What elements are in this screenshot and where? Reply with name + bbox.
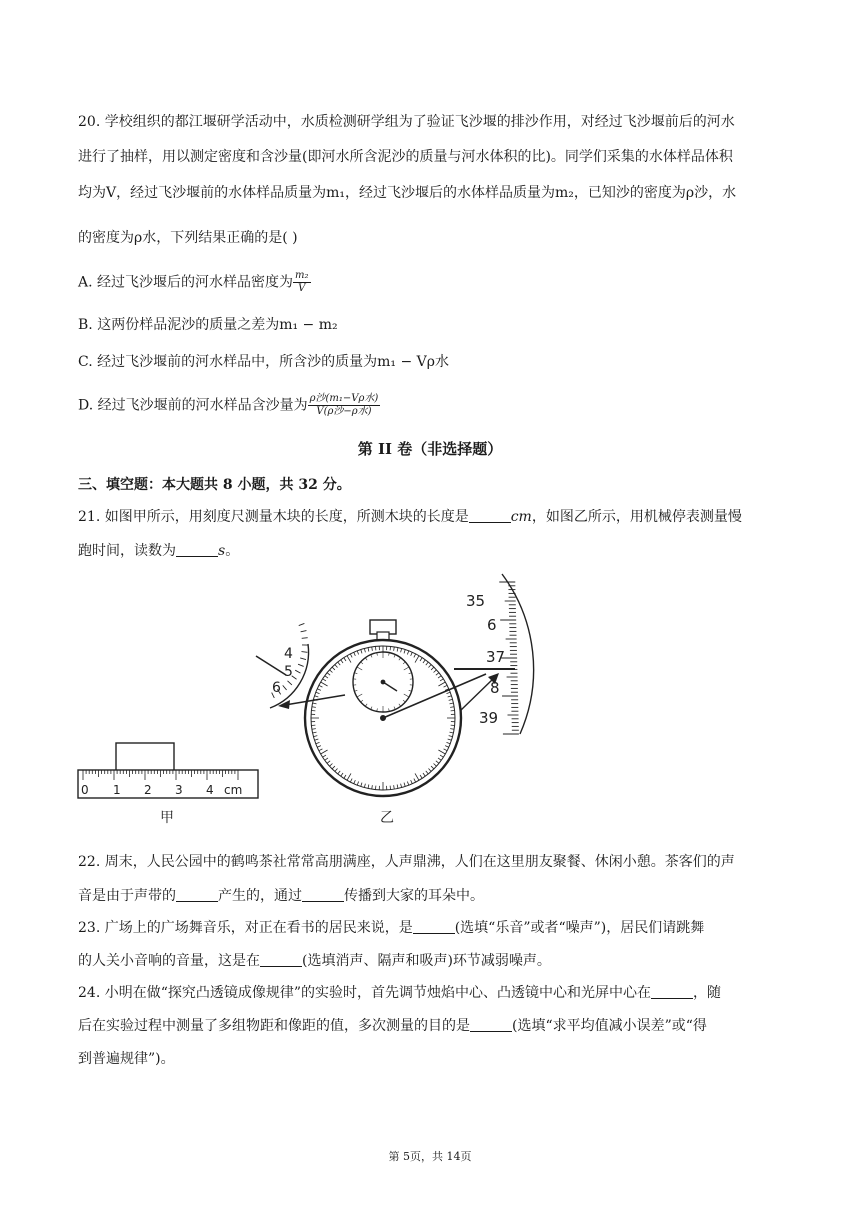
left-zoom-tick <box>301 652 307 653</box>
q22-text-b: 产生的，通过 <box>218 888 302 904</box>
right-zoom-label-39: 39 <box>479 709 499 727</box>
q20-option-a-text: A. 经过飞沙堰后的河水样品密度为 <box>78 274 294 291</box>
ruler-label-3: 3 <box>175 783 183 797</box>
part2-title: 第 II 卷（非选择题） <box>357 440 503 458</box>
answer-blank <box>302 887 344 902</box>
answer-blank <box>413 919 455 934</box>
ruler-unit: cm <box>224 783 243 797</box>
q21-line2 <box>78 541 783 561</box>
fraction-denominator: V(ρ沙−ρ水) <box>316 406 372 417</box>
second-hand-pivot <box>380 715 386 721</box>
left-zoom-label-4: 4 <box>284 646 293 662</box>
q21-line1 <box>78 507 783 527</box>
right-zoom-label-37: 37 <box>486 648 506 666</box>
right-zoom-label-8: 8 <box>490 679 500 697</box>
label-jia: 甲 <box>160 810 174 826</box>
wood-block <box>116 743 174 773</box>
unit-s: s <box>218 543 226 559</box>
ruler-label-4: 4 <box>206 783 214 797</box>
q20-line4: 的密度为ρ水，下列结果正确的是( ) <box>78 230 298 246</box>
left-zoom-tick <box>283 685 287 690</box>
q20-line2: 进行了抽样，用以测定密度和含沙量(即河水所含泥沙的质量与河水体积的比)。同学们采集的水体样品体积 <box>78 149 733 165</box>
ruler-label-1: 1 <box>113 783 121 797</box>
minute-hand-pivot <box>381 680 386 685</box>
left-zoom-tick <box>287 681 291 685</box>
q21-text-a: 21. 如图甲所示，用刻度尺测量木块的长度，所测木块的长度是 <box>78 509 469 525</box>
answer-blank <box>260 952 302 967</box>
page-footer: 第 5页，共 14页 <box>388 1150 472 1163</box>
q20-line3: 均为V，经过飞沙堰前的水体样品质量为m₁，经过飞沙堰后的水体样品质量为m₂，已知沙的密度为ρ沙，水 <box>78 185 737 201</box>
left-zoom-label-5: 5 <box>284 664 293 680</box>
left-zoom-tick <box>298 664 304 666</box>
q24-text-d: (选填“求平均值减小误差”或“得 <box>512 1018 707 1034</box>
q24-text-a: 24. 小明在做“探究凸透镜成像规律”的实验时，首先调节烛焰中心、凸透镜中心和光屏中心在 <box>78 985 652 1001</box>
q21-figure <box>70 570 540 832</box>
q23-text-a: 23. 广场上的广场舞音乐，对正在看书的居民来说，是 <box>78 920 413 936</box>
label-yi: 乙 <box>380 810 394 826</box>
ruler-label-0: 0 <box>81 783 89 797</box>
ruler-label-2: 2 <box>144 783 152 797</box>
q23-text-c: 的人关小音响的音量，这是在 <box>78 953 260 969</box>
answer-blank <box>651 984 693 999</box>
q20-option-d-text: D. 经过飞沙堰前的河水样品含沙量为 <box>78 397 308 414</box>
ruler-diagram <box>78 743 258 798</box>
q21-text-b: ，如图乙所示，用机械停表测量慢 <box>531 509 742 525</box>
answer-blank <box>176 542 218 557</box>
left-zoom-label-6: 6 <box>272 680 281 696</box>
fraction-numerator: m₂ <box>295 270 309 281</box>
q22-text-c: 传播到大家的耳朵中。 <box>344 888 484 904</box>
answer-blank <box>470 1017 512 1032</box>
q24-text-b: ，随 <box>693 985 722 1001</box>
q20-option-a-fraction <box>293 270 311 295</box>
left-zoom-tick <box>301 631 307 632</box>
q20-line1: 20. 学校组织的都江堰研学活动中，水质检测研学组为了验证飞沙堰的排沙作用，对经过飞沙堰前后的河水 <box>78 114 735 130</box>
left-zoom-tick <box>299 623 305 625</box>
q23-line1 <box>78 918 783 938</box>
q20-option-d-fraction <box>308 393 381 418</box>
q24-text-c: 后在实验过程中测量了多组物距和像距的值，多次测量的目的是 <box>78 1018 470 1034</box>
left-zoom-tick <box>300 658 306 660</box>
left-zoom-pointer <box>256 656 286 675</box>
answer-blank <box>176 887 218 902</box>
q22-text-a: 音是由于声带的 <box>78 888 176 904</box>
q24-line2 <box>78 1016 783 1036</box>
q21-text-d: 。 <box>225 543 240 559</box>
q20-option-a <box>78 270 783 295</box>
q24-line3: 到普遍规律”)。 <box>78 1051 175 1067</box>
q20-option-b: B. 这两份样品泥沙的质量之差为m₁ − m₂ <box>78 317 338 333</box>
q20-option-d <box>78 393 783 418</box>
right-zoom-label-35: 35 <box>466 592 486 610</box>
right-zoom-label-6: 6 <box>487 616 497 634</box>
q21-text-c: 跑时间，读数为 <box>78 543 176 559</box>
q20-option-c: C. 经过飞沙堰前的河水样品中，所含沙的质量为m₁ − Vρ水 <box>78 354 449 370</box>
q22-line1: 22. 周末，人民公园中的鹤鸣茶社常常高朋满座，人声鼎沸，人们在这里朋友聚餐、休闲小憩。茶客们的声 <box>78 854 735 870</box>
q23-line2 <box>78 951 783 971</box>
q23-text-d: (选填消声、隔声和吸声)环节减弱噪声。 <box>302 953 551 969</box>
left-zoom-tick <box>295 670 300 673</box>
q24-line1 <box>78 983 783 1003</box>
section-3-title: 三、填空题：本大题共 8 小题，共 32 分。 <box>78 477 351 493</box>
left-zoom-tick <box>302 638 308 639</box>
answer-blank <box>469 508 511 523</box>
fraction-numerator: ρ沙(m₁−Vρ水) <box>309 393 379 404</box>
arrow-left-head <box>278 700 290 709</box>
right-zoom-arc <box>502 574 534 734</box>
fraction-denominator: V <box>298 283 306 294</box>
q23-text-b: (选填“乐音”或者“噪声”)，居民们请跳舞 <box>454 920 705 936</box>
left-zoom-labels <box>272 646 293 696</box>
stopwatch-diagram <box>256 574 534 796</box>
q22-line2 <box>78 886 783 906</box>
right-zoom-labels <box>466 592 505 727</box>
unit-cm: cm <box>510 509 532 525</box>
